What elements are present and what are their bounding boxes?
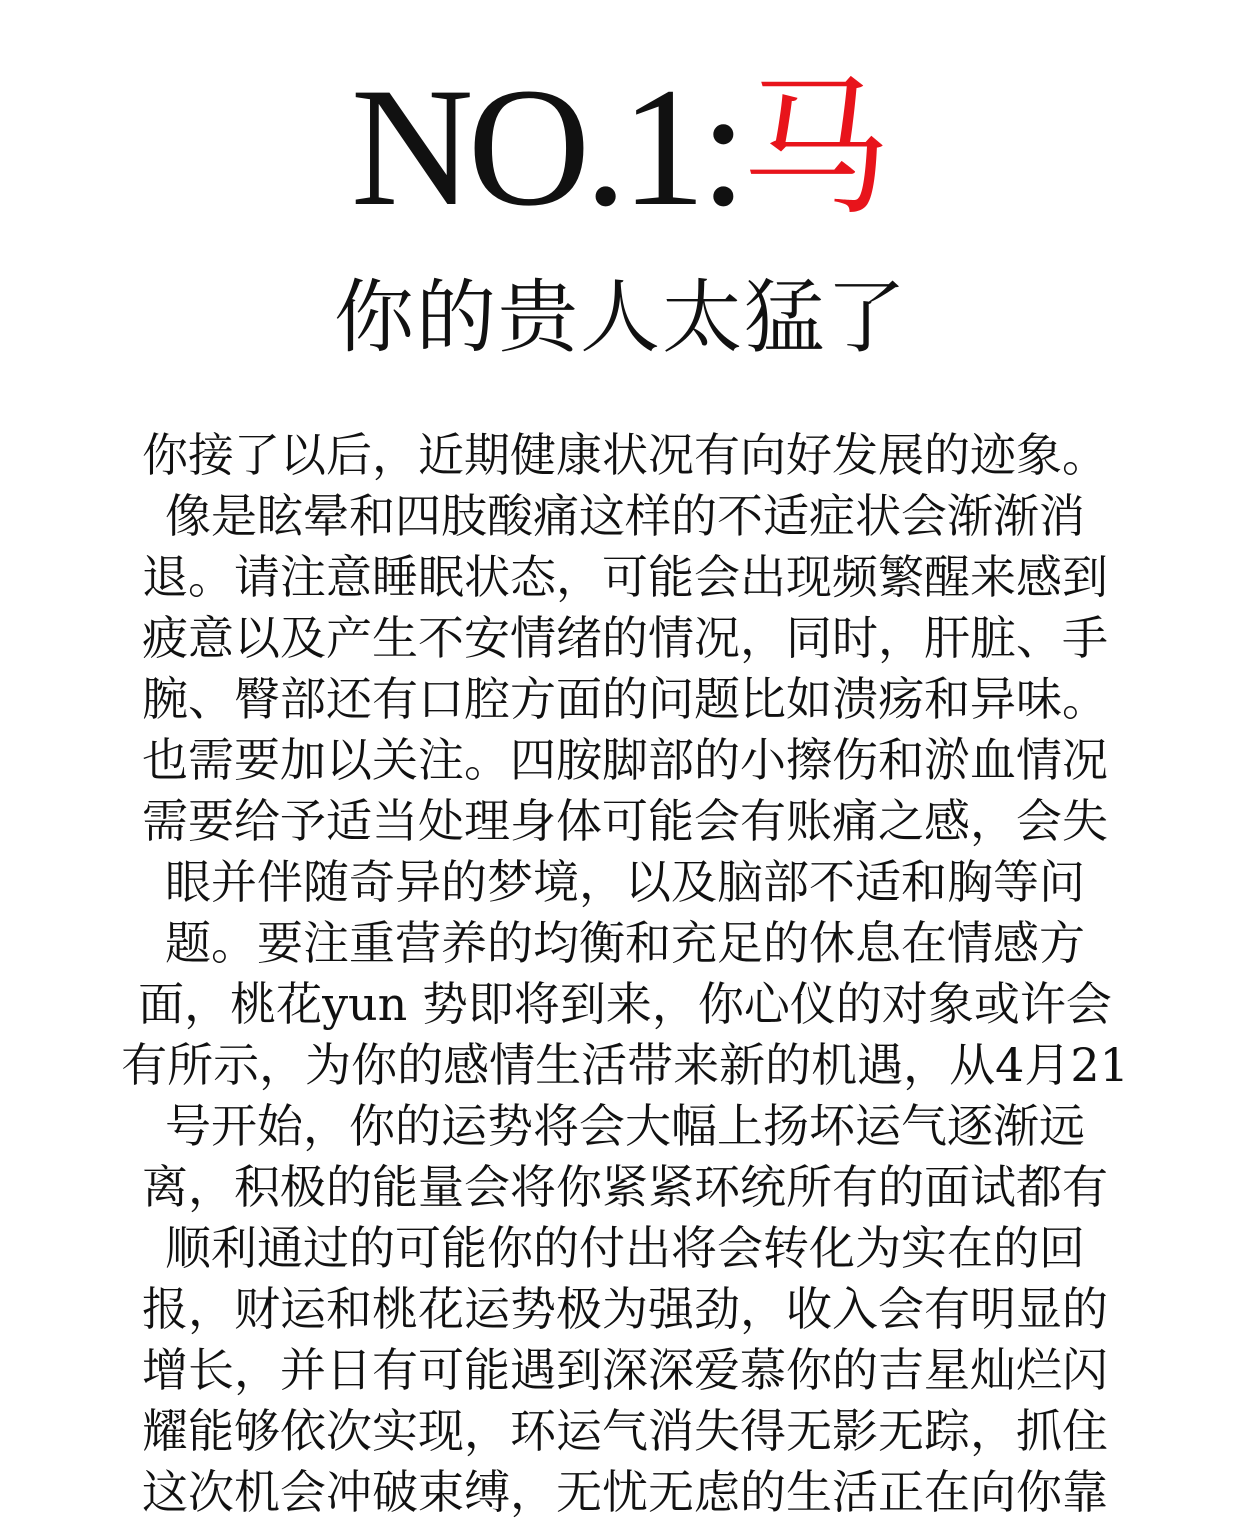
body-paragraph <box>70 425 1180 1523</box>
body-line: 需要给予适当处理身体可能会有账痛之感，会失 <box>142 794 1108 848</box>
body-line: 题。要注重营养的均衡和充足的休息在情感方 <box>165 916 1085 970</box>
body-line: 这次机会冲破束缚，无忧无虑的生活正在向你靠 <box>142 1465 1108 1519</box>
body-line: 疲意以及产生不安情绪的情况，同时，肝脏、手 <box>142 611 1108 665</box>
subtitle: 你的贵人太猛了 <box>334 271 908 364</box>
body-line: 腕、臀部还有口腔方面的问题比如溃疡和异味。 <box>142 672 1108 726</box>
body-line: 增长，并日有可能遇到深深爱慕你的吉星灿烂闪 <box>142 1343 1108 1397</box>
ranking-number: NO.1: <box>350 53 742 241</box>
body-line: 号开始，你的运势将会大幅上扬坏运气逐渐远 <box>165 1099 1085 1153</box>
ranking-heading <box>0 53 1242 241</box>
body-line: 退。请注意睡眠状态，可能会出现频繁醒来感到 <box>142 550 1108 604</box>
zodiac-animal: 马 <box>741 62 892 236</box>
body-line: 眼并伴随奇异的梦境，以及脑部不适和胸等问 <box>165 855 1085 909</box>
body-line: 也需要加以关注。四胺脚部的小擦伤和淤血情况 <box>142 733 1108 787</box>
body-line: 有所示，为你的感情生活带来新的机遇，从4月21 <box>121 1038 1129 1092</box>
body-line: 你接了以后，近期健康状况有向好发展的迹象。 <box>142 428 1108 482</box>
body-line: 面，桃花yun 势即将到来，你心仪的对象或许会 <box>138 977 1112 1031</box>
body-line: 耀能够依次实现，环运气消失得无影无踪，抓住 <box>142 1404 1108 1458</box>
body-line: 报，财运和桃花运势极为强劲，收入会有明显的 <box>142 1282 1108 1336</box>
body-line: 顺利通过的可能你的付出将会转化为实在的回 <box>165 1221 1085 1275</box>
body-line: 离，积极的能量会将你紧紧环统所有的面试都有 <box>142 1160 1108 1214</box>
body-line: 像是眩晕和四肢酸痛这样的不适症状会渐渐消 <box>165 489 1085 543</box>
